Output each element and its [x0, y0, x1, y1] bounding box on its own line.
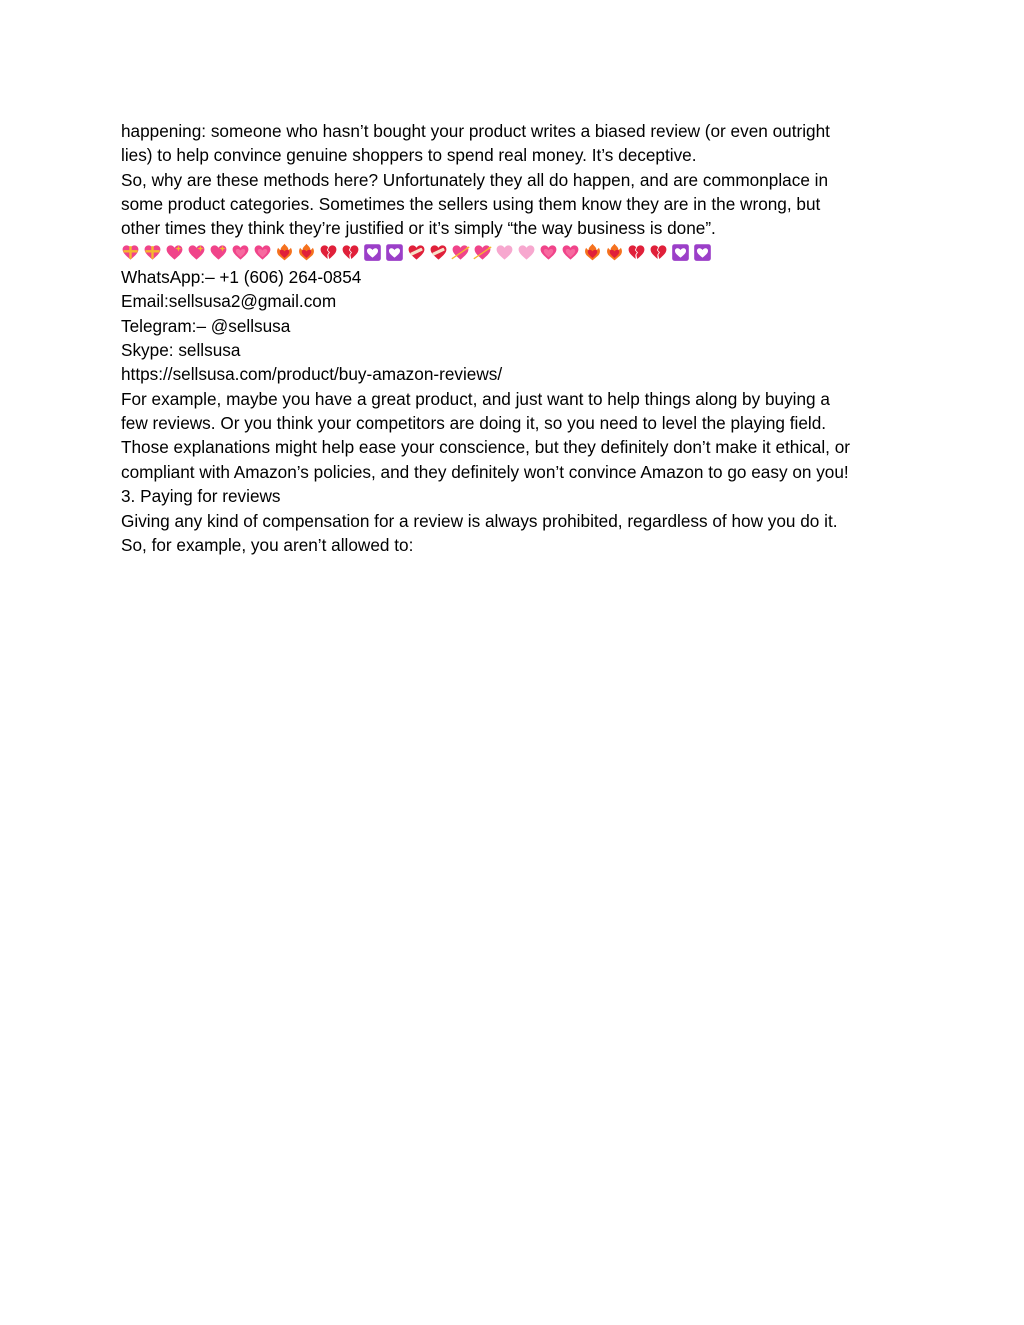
- heart-on-fire-icon: [297, 243, 316, 262]
- paragraph-line: Giving any kind of compensation for a review is always prohibited, regardless of how you do it.: [121, 510, 838, 531]
- paragraph-line: other times they think they’re justified or it’s simply “the way business is done”.: [121, 218, 716, 239]
- growing-heart-icon: [561, 243, 580, 262]
- broken-heart-icon: [341, 243, 360, 262]
- broken-heart-icon: [627, 243, 646, 262]
- heart-emoji-row: [121, 241, 921, 265]
- paragraph-line: Those explanations might help ease your conscience, but they definitely don’t make it ethical, or: [121, 437, 850, 458]
- heart-decoration-icon: [363, 243, 382, 262]
- growing-heart-icon: [539, 243, 558, 262]
- heart-on-fire-icon: [583, 243, 602, 262]
- growing-heart-icon: [253, 243, 272, 262]
- paragraph-line: For example, maybe you have a great product, and just want to help things along by buying a: [121, 388, 830, 409]
- paragraph-line: compliant with Amazon’s policies, and they definitely won’t convince Amazon to go easy on you!: [121, 461, 849, 482]
- telegram-contact: Telegram:– @sellsusa: [121, 315, 291, 336]
- mending-heart-icon: [429, 243, 448, 262]
- heart-decoration-icon: [385, 243, 404, 262]
- growing-heart-icon: [231, 243, 250, 262]
- broken-heart-icon: [649, 243, 668, 262]
- sparkling-heart-icon: [209, 243, 228, 262]
- section-heading: 3. Paying for reviews: [121, 486, 281, 507]
- paragraph-line: So, why are these methods here? Unfortunately they all do happen, and are commonplace in: [121, 169, 829, 190]
- pink-heart-icon: [495, 243, 514, 262]
- whatsapp-contact: WhatsApp:– +1 (606) 264-0854: [121, 267, 362, 288]
- paragraph-line: few reviews. Or you think your competitors are doing it, so you need to level the playing field.: [121, 413, 827, 434]
- heart-on-fire-icon: [275, 243, 294, 262]
- heart-with-arrow-icon: [451, 243, 470, 262]
- heart-decoration-icon: [671, 243, 690, 262]
- document-body: [121, 119, 921, 557]
- product-url[interactable]: https://sellsusa.com/product/buy-amazon-reviews/: [121, 364, 503, 385]
- sparkling-heart-icon: [187, 243, 206, 262]
- paragraph-line: lies) to help convince genuine shoppers to spend real money. It’s deceptive.: [121, 145, 697, 166]
- paragraph-line: some product categories. Sometimes the sellers using them know they are in the wrong, but: [121, 194, 821, 215]
- gift-heart-icon: [143, 243, 162, 262]
- email-contact: Email:sellsusa2@gmail.com: [121, 291, 337, 312]
- broken-heart-icon: [319, 243, 338, 262]
- heart-on-fire-icon: [605, 243, 624, 262]
- skype-contact: Skype: sellsusa: [121, 340, 241, 361]
- mending-heart-icon: [407, 243, 426, 262]
- heart-with-arrow-icon: [473, 243, 492, 262]
- paragraph-line: So, for example, you aren’t allowed to:: [121, 534, 414, 555]
- gift-heart-icon: [121, 243, 140, 262]
- pink-heart-icon: [517, 243, 536, 262]
- heart-decoration-icon: [693, 243, 712, 262]
- paragraph-line: happening: someone who hasn’t bought your product writes a biased review (or even outright: [121, 121, 830, 141]
- sparkling-heart-icon: [165, 243, 184, 262]
